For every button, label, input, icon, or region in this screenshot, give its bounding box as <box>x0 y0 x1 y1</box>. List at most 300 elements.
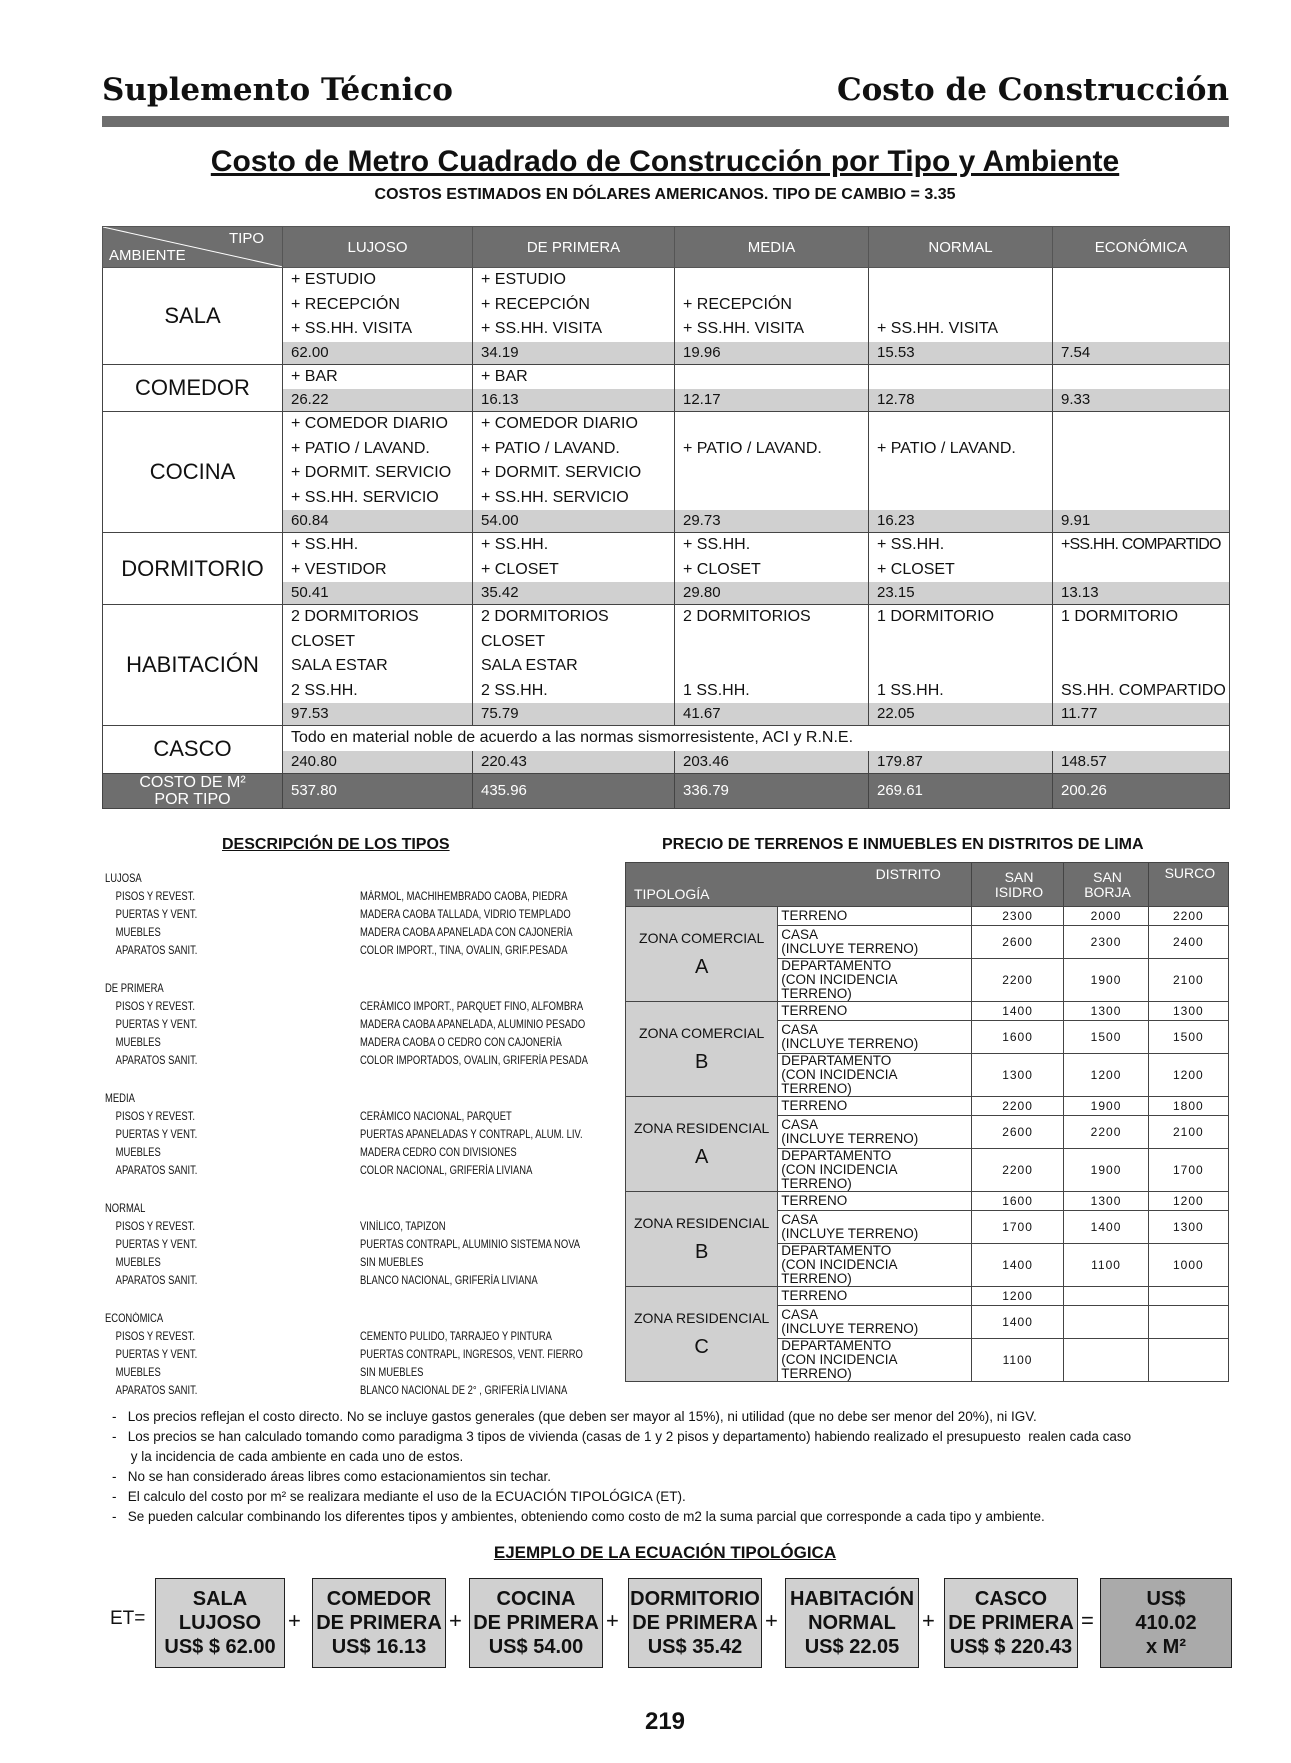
descripcion-item <box>105 1126 638 1144</box>
descripcion-item <box>105 1218 638 1236</box>
equation-box-line: DORMITORIO <box>630 1588 760 1610</box>
descripcion-value: COLOR NACIONAL, GRIFERÍA LIVIANA <box>360 1165 533 1177</box>
cost-feature <box>1053 317 1230 342</box>
descripcion-item <box>105 1328 638 1346</box>
header-right: Costo de Construcción <box>836 72 1229 108</box>
equation-box-line: US$ $ 62.00 <box>164 1636 276 1658</box>
descripcion-item <box>105 1254 638 1272</box>
price-cell: 62.00 <box>283 342 473 365</box>
cost-feature: + SS.HH. SERVICIO <box>283 486 473 511</box>
price-value: 2200 <box>971 1149 1064 1192</box>
descripcion-key: PUERTAS Y VENT. <box>115 1349 198 1361</box>
price-value: 1300 <box>1148 1002 1228 1021</box>
price-cell: 34.19 <box>473 342 675 365</box>
zone-label: ZONA COMERCIAL A <box>626 907 778 1002</box>
descripcion-title: DESCRIPCIÓN DE LOS TIPOS <box>222 836 450 853</box>
descripcion-value: SIN MUEBLES <box>360 1367 424 1379</box>
note-line: - El calculo del costo por m² se realizara mediante el uso de la ECUACIÓN TIPOLÓGICA (ET). <box>112 1489 686 1504</box>
cost-feature: SALA ESTAR <box>473 654 675 679</box>
total-label: COSTO DE M² POR TIPO <box>103 773 283 808</box>
descripcion-value: CERÁMICO IMPORT., PARQUET FINO, ALFOMBRA <box>360 1001 584 1013</box>
price-value: 1600 <box>971 1021 1064 1054</box>
descripcion-key: MUEBLES <box>115 1147 161 1159</box>
cost-row-line <box>103 605 1230 630</box>
inmueble-type: CASA (INCLUYE TERRENO) <box>778 926 971 959</box>
price-cell: 26.22 <box>283 389 473 412</box>
cost-feature <box>1053 364 1230 389</box>
cost-feature: + CLOSET <box>675 558 869 583</box>
price-cell: 22.05 <box>869 703 1053 726</box>
cost-feature: 1 DORMITORIO <box>1053 605 1230 630</box>
equation-box-line: US$ 22.05 <box>804 1636 900 1658</box>
descripcion-item <box>105 1052 638 1070</box>
descripcion-item <box>105 924 638 942</box>
price-value: 2000 <box>1064 907 1148 926</box>
descripcion-item <box>105 1364 638 1382</box>
equation-box-line: COCINA <box>496 1588 576 1610</box>
price-cell: 16.13 <box>473 389 675 412</box>
inmueble-type: DEPARTAMENTO (CON INCIDENCIA TERRENO) <box>778 1339 971 1382</box>
cost-feature <box>675 364 869 389</box>
cost-feature <box>869 412 1053 437</box>
descripcion-key: MUEBLES <box>115 927 161 939</box>
cost-feature: + SS.HH. VISITA <box>473 317 675 342</box>
descripcion-group <box>105 1310 638 1400</box>
distrito-label: DISTRITO <box>875 866 941 882</box>
equation-box <box>785 1578 919 1668</box>
price-value: 1400 <box>971 1306 1064 1339</box>
price-value <box>1064 1287 1148 1306</box>
cost-feature: + BAR <box>473 364 675 389</box>
equation-box <box>469 1578 603 1668</box>
cost-feature <box>1053 412 1230 437</box>
cost-feature <box>1053 293 1230 318</box>
price-cell: 13.13 <box>1053 582 1230 605</box>
descripcion-key: APARATOS SANIT. <box>115 945 198 957</box>
price-value: 1300 <box>1064 1002 1148 1021</box>
corner-ambiente: AMBIENTE <box>109 247 186 264</box>
table-corner <box>103 227 283 268</box>
descripcion-value: CEMENTO PULIDO, TARRAJEO Y PINTURA <box>360 1331 552 1343</box>
descripcion-group <box>105 870 638 960</box>
descripcion-item <box>105 1236 638 1254</box>
descripcion-key: PUERTAS Y VENT. <box>115 909 198 921</box>
cost-feature: + VESTIDOR <box>283 558 473 583</box>
plus-operator: + <box>606 1608 619 1633</box>
cost-feature: CLOSET <box>473 630 675 655</box>
cost-feature: + ESTUDIO <box>473 268 675 293</box>
cost-feature: + RECEPCIÓN <box>283 293 473 318</box>
equation-title: EJEMPLO DE LA ECUACIÓN TIPOLÓGICA <box>493 1543 837 1562</box>
equation-box-line: US$ 54.00 <box>488 1636 584 1658</box>
cost-feature: CLOSET <box>283 630 473 655</box>
descripcion-item <box>105 1382 638 1400</box>
cost-feature <box>675 461 869 486</box>
column-header: NORMAL <box>869 227 1053 268</box>
cost-feature <box>869 461 1053 486</box>
price-cell: 7.54 <box>1053 342 1230 365</box>
cost-feature: + DORMIT. SERVICIO <box>473 461 675 486</box>
price-value: 2600 <box>971 926 1064 959</box>
cost-feature <box>1053 461 1230 486</box>
cost-feature: + SS.HH. SERVICIO <box>473 486 675 511</box>
cost-feature: + COMEDOR DIARIO <box>473 412 675 437</box>
price-value: 2600 <box>971 1116 1064 1149</box>
price-value: 2200 <box>971 1097 1064 1116</box>
cost-feature: + RECEPCIÓN <box>473 293 675 318</box>
descripcion-group <box>105 1090 638 1180</box>
district-header: SAN ISIDRO <box>971 863 1064 907</box>
total-cell: 200.26 <box>1053 773 1230 808</box>
price-cell: 60.84 <box>283 510 473 533</box>
cost-feature <box>869 293 1053 318</box>
descripcion-key: APARATOS SANIT. <box>115 1385 198 1397</box>
inmueble-type: TERRENO <box>778 1002 971 1021</box>
price-value: 1200 <box>1064 1054 1148 1097</box>
column-header: DE PRIMERA <box>473 227 675 268</box>
header-left: Suplemento Técnico <box>102 72 453 108</box>
descripcion-key: PUERTAS Y VENT. <box>115 1129 198 1141</box>
price-value: 1000 <box>1148 1244 1228 1287</box>
equation-box <box>312 1578 446 1668</box>
price-value: 1100 <box>971 1339 1064 1382</box>
descripcion-value: COLOR IMPORT., TINA, OVALIN, GRIF.PESADA <box>360 945 568 957</box>
cost-feature: 2 SS.HH. <box>283 679 473 704</box>
descripcion-key: PISOS Y REVEST. <box>115 1331 195 1343</box>
descripcion-value: VINÍLICO, TAPIZON <box>360 1221 446 1233</box>
equation-box-line: DE PRIMERA <box>948 1612 1074 1634</box>
descripcion-group-name: NORMAL <box>105 1203 146 1215</box>
ambiente-label: COCINA <box>103 412 283 533</box>
note-line: - Los precios reflejan el costo directo. No se incluye gastos generales (que deben ser mayor al 15%), ni utilidad (que no debe ser menor del 20%), ni IGV. <box>112 1409 1037 1424</box>
price-cell: 75.79 <box>473 703 675 726</box>
price-cell: 9.91 <box>1053 510 1230 533</box>
district-header: SURCO <box>1148 863 1228 907</box>
price-cell: 240.80 <box>283 751 473 774</box>
cost-feature: + PATIO / LAVAND. <box>473 437 675 462</box>
price-cell: 35.42 <box>473 582 675 605</box>
descripcion-list <box>105 870 638 1420</box>
price-value: 2300 <box>1064 926 1148 959</box>
inmueble-type: TERRENO <box>778 1097 971 1116</box>
column-header: LUJOSO <box>283 227 473 268</box>
price-value: 1300 <box>1148 1211 1228 1244</box>
price-value: 1600 <box>971 1192 1064 1211</box>
ambiente-label: DORMITORIO <box>103 533 283 605</box>
equation-box-line: CASCO <box>974 1588 1048 1610</box>
cost-feature: + SS.HH. VISITA <box>869 317 1053 342</box>
equation-box-line: LUJOSO <box>178 1612 262 1634</box>
price-value <box>1064 1339 1148 1382</box>
equation-box-line: HABITACIÓN <box>789 1588 915 1610</box>
price-value: 1700 <box>1148 1149 1228 1192</box>
price-cell: 29.73 <box>675 510 869 533</box>
cost-feature <box>869 486 1053 511</box>
price-cell: 50.41 <box>283 582 473 605</box>
cost-feature: 1 DORMITORIO <box>869 605 1053 630</box>
cost-feature: + BAR <box>283 364 473 389</box>
column-header: ECONÓMICA <box>1053 227 1230 268</box>
descripcion-item <box>105 1144 638 1162</box>
price-value: 1400 <box>1064 1211 1148 1244</box>
price-cell: 29.80 <box>675 582 869 605</box>
plus-operator: + <box>288 1608 301 1633</box>
price-cell: 9.33 <box>1053 389 1230 412</box>
cost-feature <box>675 268 869 293</box>
plus-operator: + <box>449 1608 462 1633</box>
district-header: SAN BORJA <box>1064 863 1148 907</box>
terrenos-corner <box>626 863 972 907</box>
descripcion-key: MUEBLES <box>115 1367 161 1379</box>
cost-feature: + SS.HH. <box>675 533 869 558</box>
note-line: y la incidencia de cada ambiente en cada uno de estos. <box>112 1449 464 1464</box>
equation-result-line: x M² <box>1146 1636 1186 1658</box>
descripcion-item <box>105 888 638 906</box>
descripcion-key: PISOS Y REVEST. <box>115 891 195 903</box>
cost-feature: + RECEPCIÓN <box>675 293 869 318</box>
cost-feature <box>675 630 869 655</box>
price-cell: 19.96 <box>675 342 869 365</box>
zone-label: ZONA RESIDENCIAL B <box>626 1192 778 1287</box>
descripcion-key: APARATOS SANIT. <box>115 1165 198 1177</box>
tipologia-label: TIPOLOGÍA <box>634 886 710 902</box>
price-value: 1200 <box>971 1287 1064 1306</box>
cost-feature <box>1053 268 1230 293</box>
price-value <box>1148 1339 1228 1382</box>
equation-box-line: NORMAL <box>808 1612 896 1634</box>
inmueble-type: CASA (INCLUYE TERRENO) <box>778 1021 971 1054</box>
cost-row-line <box>103 533 1230 558</box>
casco-note: Todo en material noble de acuerdo a las normas sismorresistente, ACI y R.N.E. <box>283 726 1230 751</box>
cost-feature <box>869 654 1053 679</box>
cost-feature <box>869 630 1053 655</box>
cost-feature: 2 DORMITORIOS <box>473 605 675 630</box>
price-value: 1900 <box>1064 959 1148 1002</box>
total-cell: 435.96 <box>473 773 675 808</box>
descripcion-item <box>105 1346 638 1364</box>
descripcion-key: MUEBLES <box>115 1257 161 1269</box>
price-cell: 11.77 <box>1053 703 1230 726</box>
price-value: 1200 <box>1148 1192 1228 1211</box>
cost-feature: 2 DORMITORIOS <box>675 605 869 630</box>
descripcion-value: CERÁMICO NACIONAL, PARQUET <box>360 1111 512 1123</box>
cost-feature <box>675 654 869 679</box>
descripcion-value: COLOR IMPORTADOS, OVALIN, GRIFERÍA PESADA <box>360 1055 588 1067</box>
descripcion-item <box>105 1162 638 1180</box>
price-value: 1200 <box>1148 1054 1228 1097</box>
price-value: 1300 <box>1064 1192 1148 1211</box>
total-cell: 269.61 <box>869 773 1053 808</box>
descripcion-value: PUERTAS CONTRAPL, ALUMINIO SISTEMA NOVA <box>360 1239 581 1251</box>
terrenos-title: PRECIO DE TERRENOS E INMUEBLES EN DISTRITOS DE LIMA <box>662 836 1144 853</box>
page-title: Costo de Metro Cuadrado de Construcción por Tipo y Ambiente <box>210 145 1120 178</box>
cost-feature: + SS.HH. <box>473 533 675 558</box>
note-line: - Los precios se han calculado tomando como paradigma 3 tipos de vivienda (casas de 1 y 2 pisos y departamento) habiendo realizado el presupuesto realen cada caso <box>112 1429 1132 1444</box>
equation-box-line: COMEDOR <box>326 1588 432 1610</box>
cost-feature <box>675 486 869 511</box>
equation-box <box>628 1578 762 1668</box>
price-value: 1700 <box>971 1211 1064 1244</box>
descripcion-value: MADERA CEDRO CON DIVISIONES <box>360 1147 517 1159</box>
price-value: 2400 <box>1148 926 1228 959</box>
note-line: - Se pueden calcular combinando los diferentes tipos y ambientes, obteniendo como costo de m2 la suma parcial que corresponde a cada tipo y ambiente. <box>112 1509 1045 1524</box>
cost-feature <box>869 268 1053 293</box>
descripcion-key: MUEBLES <box>115 1037 161 1049</box>
price-cell: 16.23 <box>869 510 1053 533</box>
descripcion-key: APARATOS SANIT. <box>115 1275 198 1287</box>
descripcion-value: PUERTAS APANELADAS Y CONTRAPL, ALUM. LIV. <box>360 1129 583 1141</box>
price-cell: 179.87 <box>869 751 1053 774</box>
descripcion-value: SIN MUEBLES <box>360 1257 424 1269</box>
terreno-row <box>626 1192 1229 1211</box>
terreno-row <box>626 1097 1229 1116</box>
cost-feature: SALA ESTAR <box>283 654 473 679</box>
equation-box <box>944 1578 1078 1668</box>
descripcion-item <box>105 998 638 1016</box>
cost-feature: + SS.HH. VISITA <box>283 317 473 342</box>
equals-operator: = <box>1081 1608 1094 1633</box>
descripcion-value: BLANCO NACIONAL DE 2° , GRIFERÍA LIVIANA <box>360 1385 568 1397</box>
cost-table <box>102 226 1230 809</box>
price-cell: 148.57 <box>1053 751 1230 774</box>
cost-feature: + CLOSET <box>869 558 1053 583</box>
descripcion-group <box>105 1200 638 1290</box>
descripcion-group <box>105 980 638 1070</box>
descripcion-key: APARATOS SANIT. <box>115 1055 198 1067</box>
price-cell: 12.17 <box>675 389 869 412</box>
price-value <box>1148 1287 1228 1306</box>
descripcion-item <box>105 942 638 960</box>
descripcion-item <box>105 1016 638 1034</box>
equation-box-line: US$ 16.13 <box>331 1636 427 1658</box>
price-value: 1900 <box>1064 1097 1148 1116</box>
descripcion-item <box>105 1272 638 1290</box>
descripcion-value: MADERA CAOBA O CEDRO CON CAJONERÍA <box>360 1037 562 1049</box>
descripcion-value: MADERA CAOBA APANELADA, ALUMINIO PESADO <box>360 1019 586 1031</box>
descripcion-item <box>105 1034 638 1052</box>
equation-box-line: US$ $ 220.43 <box>949 1636 1073 1658</box>
inmueble-type: TERRENO <box>778 1192 971 1211</box>
cost-feature <box>1053 558 1230 583</box>
equation-box-line: DE PRIMERA <box>473 1612 599 1634</box>
cost-row-line <box>103 364 1230 389</box>
cost-feature: + PATIO / LAVAND. <box>283 437 473 462</box>
price-value <box>1064 1306 1148 1339</box>
cost-feature: + PATIO / LAVAND. <box>869 437 1053 462</box>
equation-box-line: SALA <box>192 1588 248 1610</box>
descripcion-key: PISOS Y REVEST. <box>115 1111 195 1123</box>
cost-feature: +SS.HH. COMPARTIDO <box>1053 533 1230 558</box>
terreno-row <box>626 1287 1229 1306</box>
cost-feature: 2 SS.HH. <box>473 679 675 704</box>
descripcion-group-name: MEDIA <box>105 1093 135 1105</box>
equation-box-line: DE PRIMERA <box>316 1612 442 1634</box>
cost-feature <box>675 412 869 437</box>
price-value: 2300 <box>971 907 1064 926</box>
price-value: 2200 <box>971 959 1064 1002</box>
price-value: 1300 <box>971 1054 1064 1097</box>
descripcion-group-name: ECONÓMICA <box>105 1313 164 1325</box>
cost-row-line <box>103 726 1230 751</box>
price-value: 1100 <box>1064 1244 1148 1287</box>
terreno-row <box>626 907 1229 926</box>
cost-feature: + COMEDOR DIARIO <box>283 412 473 437</box>
price-value: 1500 <box>1148 1021 1228 1054</box>
price-cell: 41.67 <box>675 703 869 726</box>
cost-feature <box>869 364 1053 389</box>
cost-feature <box>1053 654 1230 679</box>
descripcion-value: BLANCO NACIONAL, GRIFERÍA LIVIANA <box>360 1275 538 1287</box>
descripcion-group-name: LUJOSA <box>105 873 142 885</box>
inmueble-type: CASA (INCLUYE TERRENO) <box>778 1116 971 1149</box>
cost-feature: 2 DORMITORIOS <box>283 605 473 630</box>
page-subtitle: COSTOS ESTIMADOS EN DÓLARES AMERICANOS. TIPO DE CAMBIO = 3.35 <box>374 186 956 203</box>
price-cell: 220.43 <box>473 751 675 774</box>
page-number: 219 <box>644 1708 686 1735</box>
cost-feature: + ESTUDIO <box>283 268 473 293</box>
ambiente-label: HABITACIÓN <box>103 605 283 726</box>
price-cell: 23.15 <box>869 582 1053 605</box>
price-cell: 12.78 <box>869 389 1053 412</box>
column-header: MEDIA <box>675 227 869 268</box>
header-bar <box>102 116 1229 127</box>
equation-box <box>155 1578 285 1668</box>
inmueble-type: DEPARTAMENTO (CON INCIDENCIA TERRENO) <box>778 1244 971 1287</box>
ambiente-label: CASCO <box>103 726 283 774</box>
total-cell: 336.79 <box>675 773 869 808</box>
cost-row-line <box>103 412 1230 437</box>
equation-box-line: US$ 35.42 <box>647 1636 743 1658</box>
descripcion-key: PISOS Y REVEST. <box>115 1221 195 1233</box>
descripcion-value: MADERA CAOBA TALLADA, VIDRIO TEMPLADO <box>360 909 571 921</box>
price-cell: 54.00 <box>473 510 675 533</box>
cost-feature <box>1053 630 1230 655</box>
cost-feature: + SS.HH. <box>283 533 473 558</box>
inmueble-type: TERRENO <box>778 1287 971 1306</box>
inmueble-type: DEPARTAMENTO (CON INCIDENCIA TERRENO) <box>778 1054 971 1097</box>
terreno-row <box>626 1002 1229 1021</box>
inmueble-type: TERRENO <box>778 907 971 926</box>
price-value: 1400 <box>971 1244 1064 1287</box>
descripcion-item <box>105 906 638 924</box>
cost-feature <box>1053 486 1230 511</box>
cost-feature: 1 SS.HH. <box>869 679 1053 704</box>
inmueble-type: CASA (INCLUYE TERRENO) <box>778 1211 971 1244</box>
ambiente-label: COMEDOR <box>103 364 283 412</box>
cost-feature: + CLOSET <box>473 558 675 583</box>
cost-feature: + SS.HH. VISITA <box>675 317 869 342</box>
descripcion-value: MÁRMOL, MACHIHEMBRADO CAOBA, PIEDRA <box>360 891 568 903</box>
ambiente-label: SALA <box>103 268 283 365</box>
inmueble-type: CASA (INCLUYE TERRENO) <box>778 1306 971 1339</box>
price-cell: 97.53 <box>283 703 473 726</box>
cost-feature: + PATIO / LAVAND. <box>675 437 869 462</box>
equation-prefix: ET= <box>110 1608 146 1629</box>
price-value: 2100 <box>1148 959 1228 1002</box>
cost-feature: + SS.HH. <box>869 533 1053 558</box>
price-value: 2200 <box>1148 907 1228 926</box>
plus-operator: + <box>765 1608 778 1633</box>
terrenos-table <box>625 862 1229 1382</box>
descripcion-key: PISOS Y REVEST. <box>115 1001 195 1013</box>
descripcion-group-name: DE PRIMERA <box>105 983 164 995</box>
equation-box-line: DE PRIMERA <box>632 1612 758 1634</box>
zone-label: ZONA RESIDENCIAL A <box>626 1097 778 1192</box>
zone-label: ZONA COMERCIAL B <box>626 1002 778 1097</box>
price-value: 1400 <box>971 1002 1064 1021</box>
cost-feature: 1 SS.HH. <box>675 679 869 704</box>
price-cell: 15.53 <box>869 342 1053 365</box>
